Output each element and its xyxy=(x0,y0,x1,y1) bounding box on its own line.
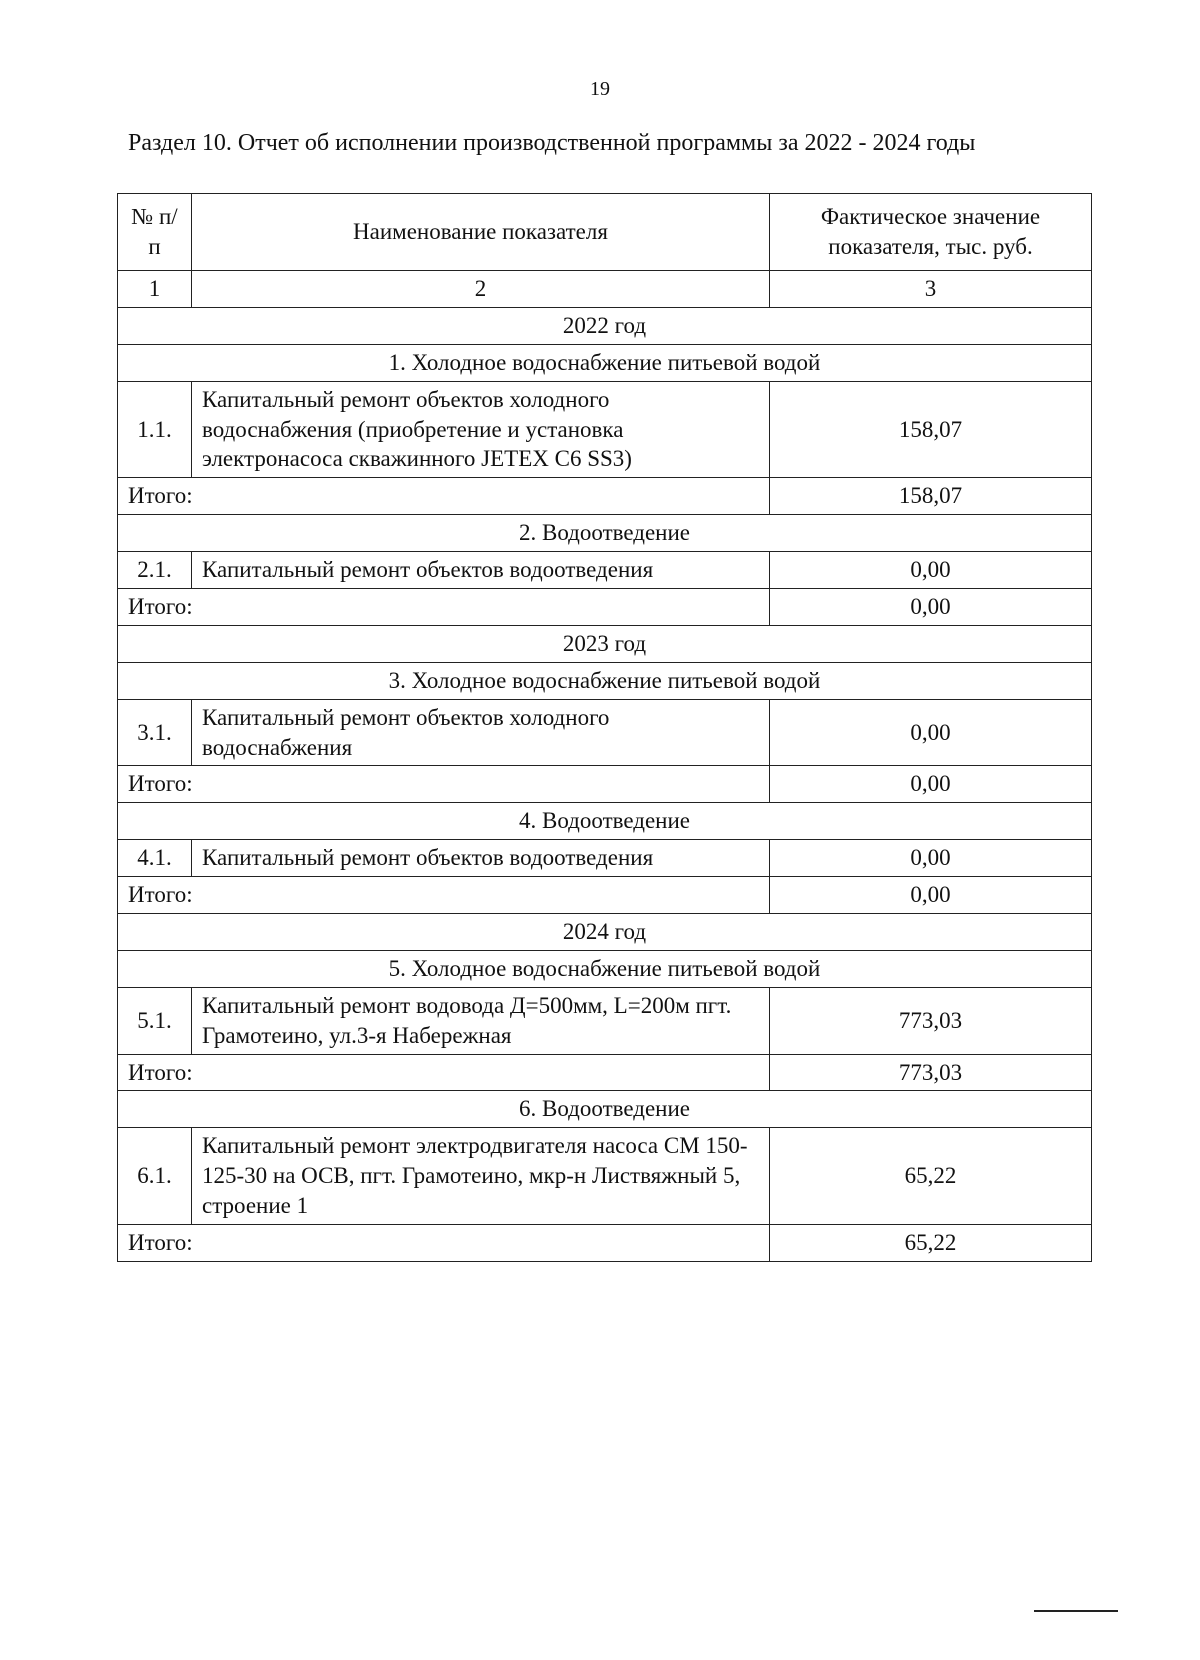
item-value: 773,03 xyxy=(770,987,1092,1054)
total-label: Итого: xyxy=(118,478,770,515)
group-title: 4. Водоотведение xyxy=(118,803,1092,840)
group-row xyxy=(118,950,1092,987)
table-row xyxy=(118,552,1092,589)
year-label: 2023 год xyxy=(118,625,1092,662)
total-row xyxy=(118,589,1092,626)
table-row xyxy=(118,381,1092,478)
group-row xyxy=(118,515,1092,552)
year-row xyxy=(118,307,1092,344)
total-label: Итого: xyxy=(118,1054,770,1091)
item-number: 1.1. xyxy=(118,381,192,478)
item-number: 3.1. xyxy=(118,699,192,766)
total-value: 0,00 xyxy=(770,766,1092,803)
section-title: Раздел 10. Отчет об исполнении производственной программы за 2022 - 2024 годы xyxy=(128,130,976,156)
group-title: 3. Холодное водоснабжение питьевой водой xyxy=(118,662,1092,699)
table-row xyxy=(118,1128,1092,1225)
year-row xyxy=(118,914,1092,951)
group-row xyxy=(118,1091,1092,1128)
item-name: Капитальный ремонт объектов холодного водоснабжения (приобретение и установка электронасоса скважинного JETEX C6 SS3) xyxy=(192,381,770,478)
report-table xyxy=(117,193,1092,1262)
total-value: 0,00 xyxy=(770,589,1092,626)
group-title: 2. Водоотведение xyxy=(118,515,1092,552)
item-number: 5.1. xyxy=(118,987,192,1054)
total-value: 158,07 xyxy=(770,478,1092,515)
table-row xyxy=(118,840,1092,877)
total-value: 773,03 xyxy=(770,1054,1092,1091)
item-value: 65,22 xyxy=(770,1128,1092,1225)
group-row xyxy=(118,344,1092,381)
column-index-row xyxy=(118,271,1092,308)
group-title: 5. Холодное водоснабжение питьевой водой xyxy=(118,950,1092,987)
header-row xyxy=(118,194,1092,271)
item-number: 6.1. xyxy=(118,1128,192,1225)
item-number: 2.1. xyxy=(118,552,192,589)
column-index: 1 xyxy=(118,271,192,308)
item-name: Капитальный ремонт водовода Д=500мм, L=200м пгт. Грамотеино, ул.3-я Набережная xyxy=(192,987,770,1054)
item-name: Капитальный ремонт объектов водоотведения xyxy=(192,552,770,589)
year-label: 2022 год xyxy=(118,307,1092,344)
table-row xyxy=(118,699,1092,766)
column-index: 3 xyxy=(770,271,1092,308)
item-number: 4.1. xyxy=(118,840,192,877)
page-number: 19 xyxy=(590,78,610,100)
group-title: 1. Холодное водоснабжение питьевой водой xyxy=(118,344,1092,381)
item-value: 0,00 xyxy=(770,699,1092,766)
item-name: Капитальный ремонт объектов холодного водоснабжения xyxy=(192,699,770,766)
item-value: 0,00 xyxy=(770,552,1092,589)
signature-line xyxy=(1034,1610,1118,1612)
total-row xyxy=(118,1054,1092,1091)
header-actual-value: Фактическое значение показателя, тыс. руб. xyxy=(770,194,1092,271)
total-label: Итого: xyxy=(118,1225,770,1262)
total-label: Итого: xyxy=(118,877,770,914)
header-number: № п/п xyxy=(118,194,192,271)
year-row xyxy=(118,625,1092,662)
total-label: Итого: xyxy=(118,766,770,803)
group-row xyxy=(118,662,1092,699)
total-value: 0,00 xyxy=(770,877,1092,914)
item-name: Капитальный ремонт электродвигателя насоса СМ 150- 125-30 на ОСВ, пгт. Грамотеино, мкр-н Листвяжный 5, строение 1 xyxy=(192,1128,770,1225)
table-row xyxy=(118,987,1092,1054)
item-value: 158,07 xyxy=(770,381,1092,478)
total-row xyxy=(118,766,1092,803)
year-label: 2024 год xyxy=(118,914,1092,951)
total-row xyxy=(118,1225,1092,1262)
column-index: 2 xyxy=(192,271,770,308)
group-row xyxy=(118,803,1092,840)
total-row xyxy=(118,877,1092,914)
item-name: Капитальный ремонт объектов водоотведения xyxy=(192,840,770,877)
total-label: Итого: xyxy=(118,589,770,626)
total-row xyxy=(118,478,1092,515)
group-title: 6. Водоотведение xyxy=(118,1091,1092,1128)
header-indicator-name: Наименование показателя xyxy=(192,194,770,271)
total-value: 65,22 xyxy=(770,1225,1092,1262)
item-value: 0,00 xyxy=(770,840,1092,877)
